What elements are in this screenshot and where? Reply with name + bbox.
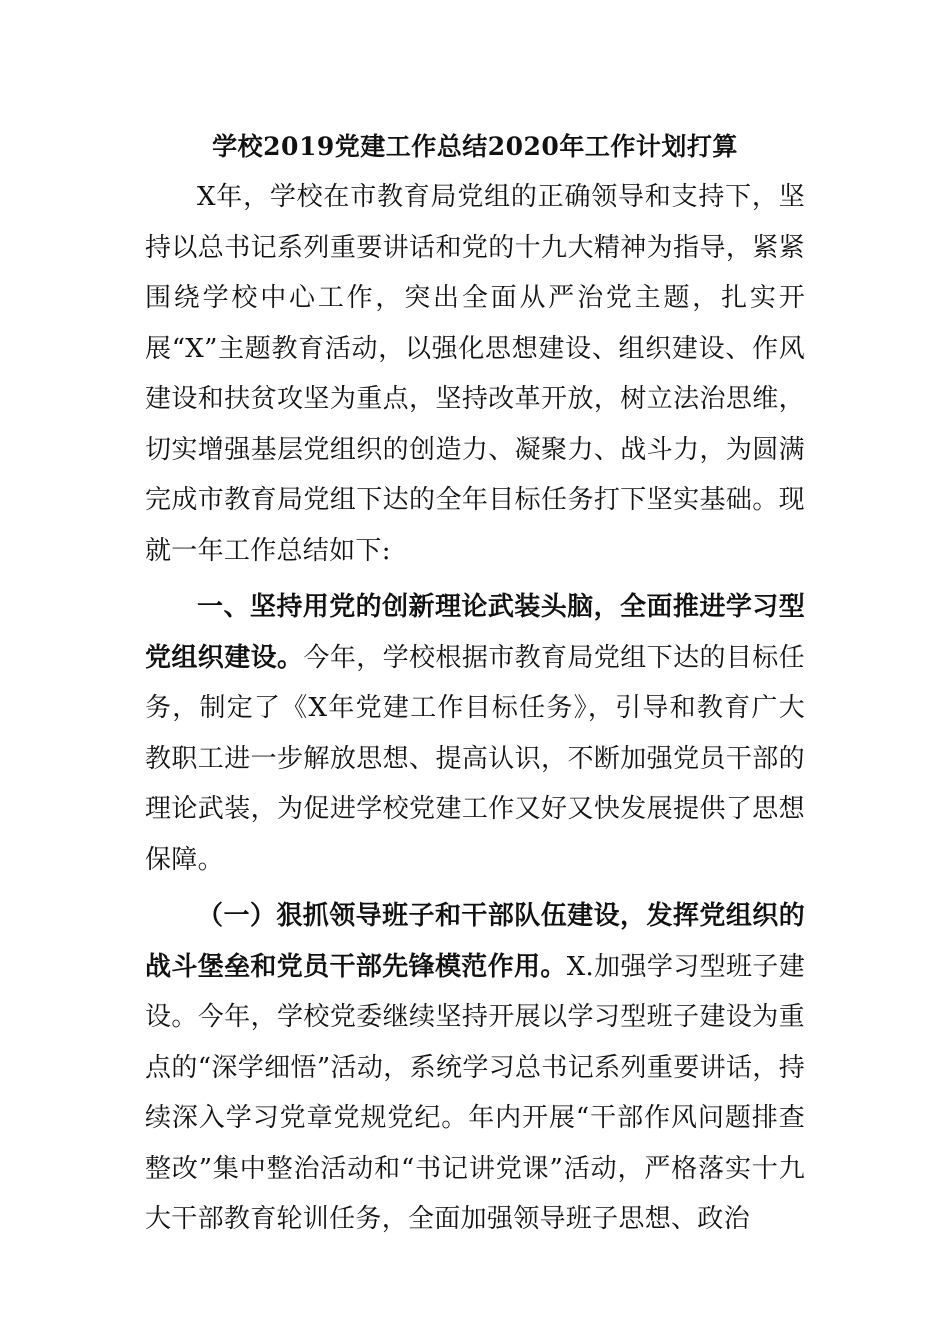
intro-paragraph: X年，学校在市教育局党组的正确领导和支持下，坚持以总书记系列重要讲话和党的十九大精神为指导，紧紧围绕学校中心工作，突出全面从严治党主题，扎实开展“X”主题教育活动，以强化思想建设、组织建设、作风建设和扶贫攻坚为重点，坚持改革开放，树立法治思维，切实增强基层党组织的创造力、凝聚力、战斗力，为圆满完成市教育局党组下达的全年目标任务打下坚实基础。现就一年工作总结如下: bbox=[145, 182, 805, 566]
document-page bbox=[145, 130, 805, 1245]
section-1-paragraph bbox=[145, 582, 805, 885]
section-2-body: X.加强学习型班子建设。今年，学校党委继续坚持开展以学习型班子建设为重点的“深学细悟”活动，系统学习总书记系列重要讲话，持续深入学习党章党规党纪。年内开展“干部作风问题排查整改”集中整治活动和“书记讲党课”活动，严格落实十九大干部教育轮训任务，全面加强领导班子思想、政治 bbox=[145, 951, 805, 1234]
document-title: 学校2019党建工作总结2020年工作计划打算 bbox=[212, 132, 738, 161]
section-1-body: 今年，学校根据市教育局党组下达的目标任务，制定了《X年党建工作目标任务》，引导和教育广大教职工进一步解放思想、提高认识，不断加强党员干部的理论武装，为促进学校党建工作又好又快发展提供了思想保障。 bbox=[145, 642, 805, 875]
section-2-paragraph bbox=[145, 891, 805, 1245]
section-1-heading: 一、坚持用党的创新理论武装头脑，全面推进学习型党组织建设。 bbox=[145, 592, 805, 673]
section-2-heading: （一）狠抓领导班子和干部队伍建设，发挥党组织的战斗堡垒和党员干部先锋模范作用。 bbox=[145, 901, 805, 982]
